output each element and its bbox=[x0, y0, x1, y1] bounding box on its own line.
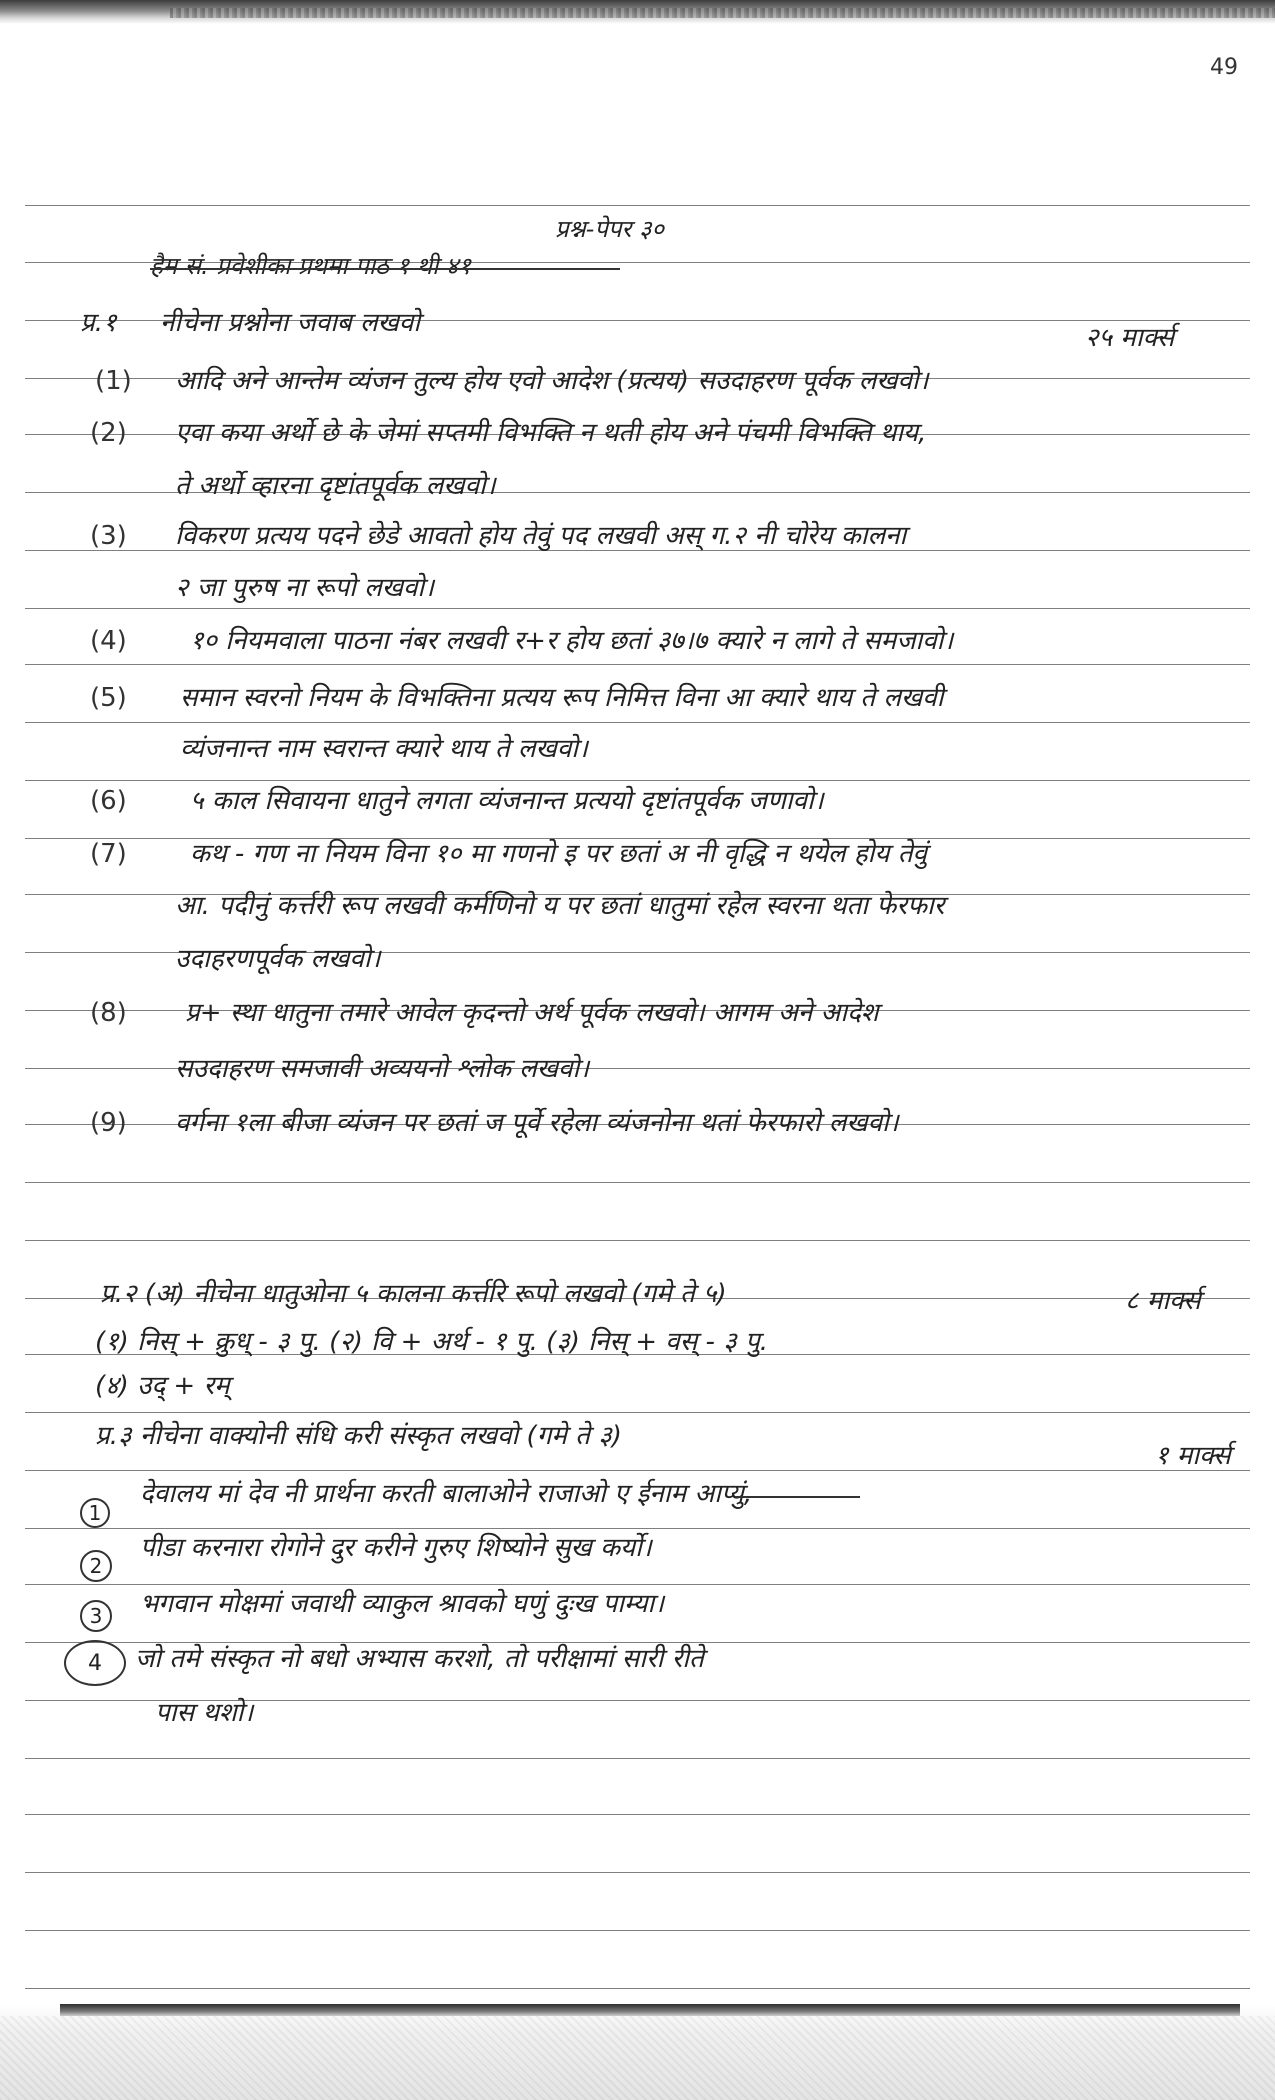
q1-item-number: (4) bbox=[90, 626, 127, 656]
q1-item-number: (8) bbox=[90, 998, 127, 1028]
q3-sentence: जो तमे संस्कृत नो बधो अभ्यास करशो, तो परीक्षामां सारी रीते bbox=[135, 1644, 704, 1674]
q3-sentence: पीडा करनारा रोगोने दुर करीने गुरुए शिष्योने सुख कर्यो। bbox=[140, 1533, 652, 1563]
strike-through-line bbox=[150, 268, 620, 270]
q3-heading: प्र.३ नीचेना वाक्योनी संधि करी संस्कृत लखवो (गमे ते ३) bbox=[95, 1421, 622, 1451]
ruled-line bbox=[25, 1182, 1250, 1183]
q1-label: प्र.१ bbox=[80, 308, 117, 338]
q1-item-text: प्र+ स्था धातुना तमारे आवेल कृदन्तो अर्थ पूर्वक लखवो। आगम अने आदेश bbox=[185, 998, 879, 1028]
q3-item-number: 3 bbox=[80, 1600, 112, 1632]
q1-item-text: वर्गना १ला बीजा व्यंजन पर छतां ज पूर्वे रहेला व्यंजनोना थतां फेरफारो लखवो। bbox=[175, 1108, 899, 1138]
q1-item-text: आदि अने आन्तेम व्यंजन तुल्य होय एवो आदेश (प्रत्यय) सउदाहरण पूर्वक लखवो। bbox=[175, 366, 929, 396]
q1-heading: नीचेना प्रश्नोना जवाब लखवो bbox=[160, 308, 421, 338]
ruled-line bbox=[25, 664, 1250, 665]
q1-item-text: उदाहरणपूर्वक लखवो। bbox=[175, 944, 381, 974]
ruled-line bbox=[25, 1758, 1250, 1759]
ruled-line bbox=[25, 1240, 1250, 1241]
scan-edge-top bbox=[0, 0, 1275, 24]
ruled-line bbox=[25, 1412, 1250, 1413]
q1-item-text: आ. पदीनुं कर्त्तरी रूप लखवी कर्मणिनो य पर छतां धातुमां रहेल स्वरना थता फेरफार bbox=[175, 891, 945, 921]
strike-through-line bbox=[735, 1496, 860, 1498]
q2-heading: प्र.२ (अ) नीचेना धातुओना ५ कालना कर्त्तरि रूपो लखवो (गमे ते ५) bbox=[100, 1279, 727, 1309]
q1-item-number: (2) bbox=[90, 418, 127, 448]
q1-item-text: ते अर्थो व्हारना दृष्टांतपूर्वक लखवो। bbox=[175, 471, 496, 501]
q2-marks: ८ मार्क्स bbox=[1125, 1286, 1201, 1316]
q2-verb-list: (४) उद् + रम् bbox=[95, 1371, 230, 1401]
ruled-line bbox=[25, 1930, 1250, 1931]
q3-item-number: 1 bbox=[80, 1498, 110, 1528]
ruled-line bbox=[25, 722, 1250, 723]
q3-item-number: 2 bbox=[80, 1550, 112, 1582]
q3-sentence: भगवान मोक्षमां जवाथी व्याकुल श्रावको घणुं दुःख पाम्या। bbox=[140, 1589, 665, 1619]
q1-item-text: विकरण प्रत्यय पदने छेडे आवतो होय तेवुं पद लखवी अस् ग.२ नी चोरेय कालना bbox=[175, 521, 907, 551]
paper-subtitle: हैम सं. प्रवेशीका प्रथमा पाठ १ थी ४१ bbox=[150, 252, 471, 280]
q3-marks: १ मार्क्स bbox=[1155, 1441, 1231, 1471]
q1-item-number: (3) bbox=[90, 521, 127, 551]
ruled-line bbox=[25, 1872, 1250, 1873]
ruled-line bbox=[25, 1988, 1250, 1989]
ruled-line bbox=[25, 205, 1250, 206]
q3-sentence: देवालय मां देव नी प्रार्थना करती बालाओने राजाओ ए ईनाम आप्युं, bbox=[140, 1479, 753, 1509]
q3-sentence: पास थशो। bbox=[155, 1698, 254, 1728]
ruled-line bbox=[25, 1814, 1250, 1815]
q1-item-text: एवा कया अर्थो छे के जेमां सप्तमी विभक्ति न थती होय अने पंचमी विभक्ति थाय, bbox=[175, 418, 927, 448]
ruled-line bbox=[25, 1470, 1250, 1471]
q1-item-number: (1) bbox=[95, 366, 132, 396]
q1-marks: २५ मार्क्स bbox=[1085, 323, 1175, 353]
scan-texture bbox=[0, 2016, 1275, 2100]
scan-edge-bottom-bar bbox=[60, 2004, 1240, 2016]
q1-item-text: समान स्वरनो नियम के विभक्तिना प्रत्यय रूप निमित्त विना आ क्यारे थाय ते लखवी bbox=[180, 683, 944, 713]
paper-title: प्रश्न-पेपर ३० bbox=[555, 215, 664, 243]
q1-item-text: १० नियमवाला पाठना नंबर लखवी र+र होय छतां ३७।७ क्यारे न लागे ते समजावो। bbox=[190, 626, 954, 656]
q1-item-number: (6) bbox=[90, 786, 127, 816]
q1-item-text: कथ - गण ना नियम विना १० मा गणनो इ पर छतां अ नी वृद्धि न थयेल होय तेवुं bbox=[190, 839, 927, 869]
ruled-line bbox=[25, 780, 1250, 781]
page-number: 49 bbox=[1210, 55, 1238, 80]
q2-verb-list: (१) निस् + क्रुध् - ३ पु. (२) वि + अर्थ - १ पु. (३) निस् + वस् - ३ पु. bbox=[95, 1327, 769, 1357]
q3-item-number: 4 bbox=[64, 1640, 126, 1686]
q1-item-text: व्यंजनान्त नाम स्वरान्त क्यारे थाय ते लखवो। bbox=[180, 734, 588, 764]
q1-item-text: ५ काल सिवायना धातुने लगता व्यंजनान्त प्रत्ययो दृष्टांतपूर्वक जणावो। bbox=[190, 786, 824, 816]
q1-item-number: (9) bbox=[90, 1108, 127, 1138]
ruled-line bbox=[25, 1584, 1250, 1585]
q1-item-text: सउदाहरण समजावी अव्ययनो श्लोक लखवो। bbox=[175, 1054, 590, 1084]
q1-item-number: (7) bbox=[90, 839, 127, 869]
q1-item-text: २ जा पुरुष ना रूपो लखवो। bbox=[175, 573, 435, 603]
ruled-line bbox=[25, 608, 1250, 609]
ruled-line bbox=[25, 1528, 1250, 1529]
q1-item-number: (5) bbox=[90, 683, 127, 713]
